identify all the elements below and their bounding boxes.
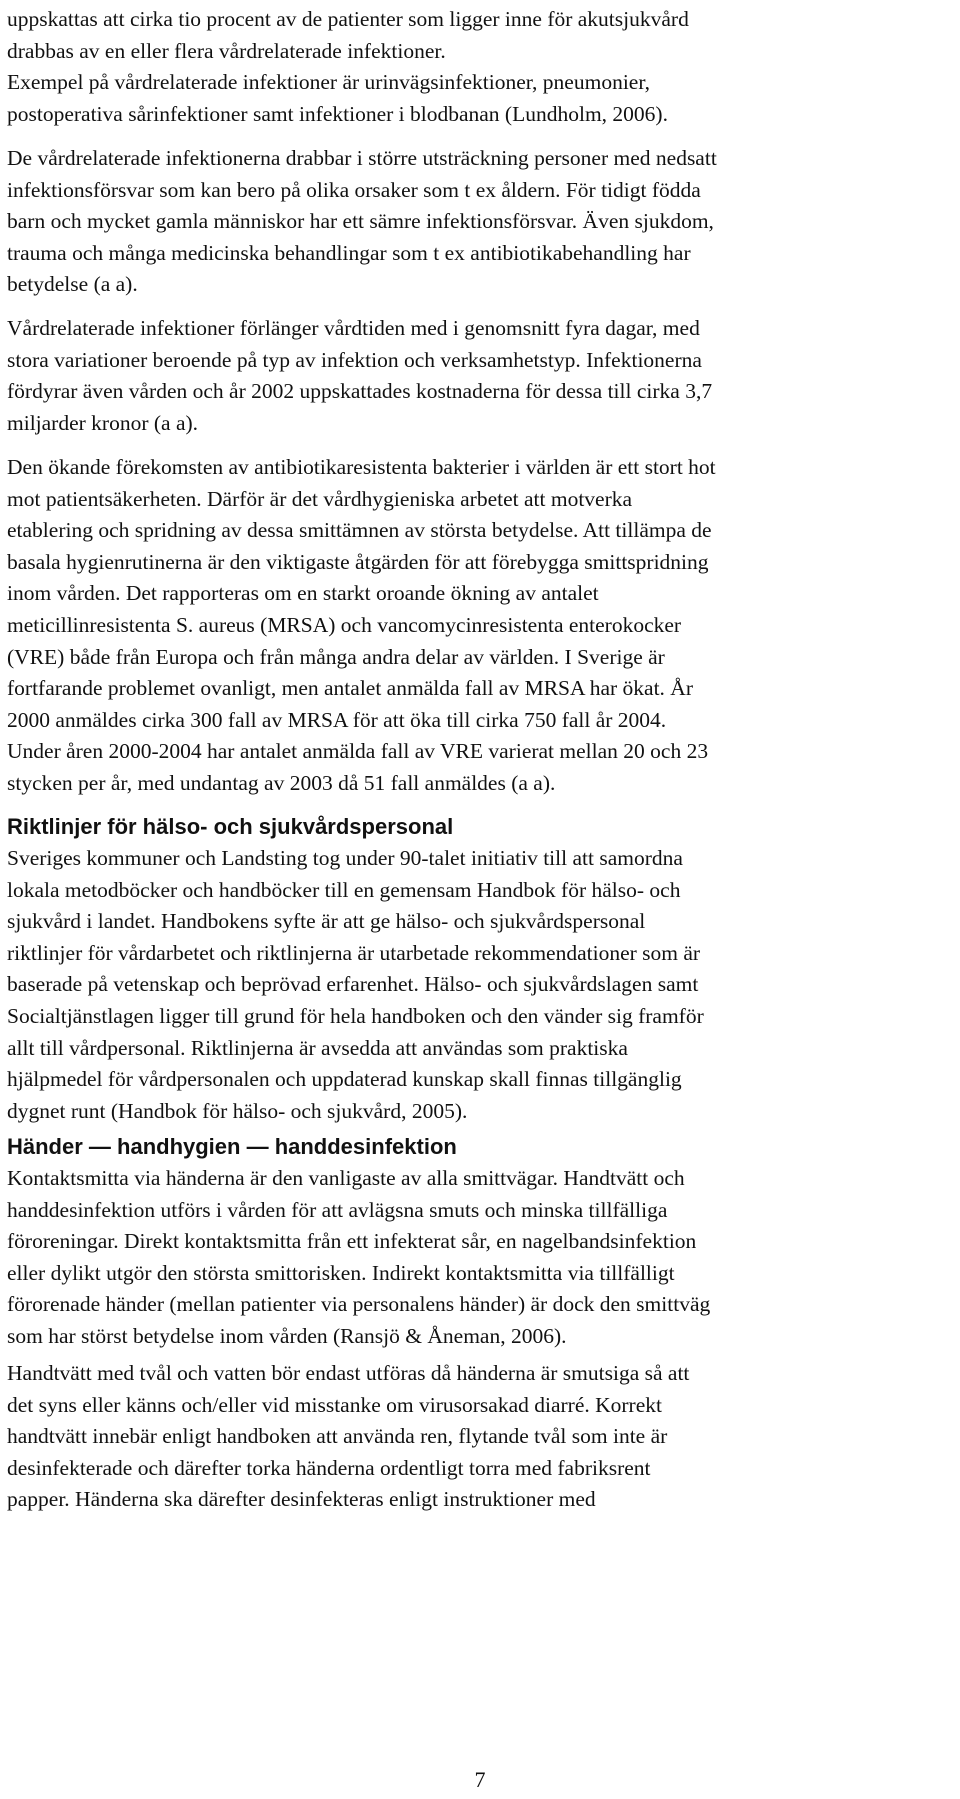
text-line: drabbas av en eller flera vårdrelaterade infektioner. xyxy=(7,38,446,63)
paragraph-7 xyxy=(7,1358,957,1516)
text-line: förorenade händer (mellan patienter via personalens händer) är dock den smittväg xyxy=(7,1292,711,1317)
text-line: Handtvätt med tvål och vatten bör endast utföras då händerna är smutsiga så att xyxy=(7,1361,690,1385)
text-line: Den ökande förekomsten av antibiotikaresistenta bakterier i världen är ett stort hot xyxy=(7,455,716,479)
text-line: handdesinfektion utförs i vården för att avlägsna smuts och minska tillfälliga xyxy=(7,1197,668,1222)
text-line: inom vården. Det rapporteras om en starkt oroande ökning av antalet xyxy=(7,581,599,606)
text-line: stycken per år, med undantag av 2003 då 51 fall anmäldes (a a). xyxy=(7,770,556,795)
text-line: baserade på vetenskap och beprövad erfarenhet. Hälso- och sjukvårdslagen samt xyxy=(7,972,699,997)
paragraph-3 xyxy=(7,313,957,439)
text-line: Vårdrelaterade infektioner förlänger vårdtiden med i genomsnitt fyra dagar, med xyxy=(7,316,700,340)
text-line: föroreningar. Direkt kontaktsmitta från ett infekterat sår, en nagelbandsinfektion xyxy=(7,1229,697,1254)
text-line: allt till vårdpersonal. Riktlinjerna är avsedda att användas som praktiska xyxy=(7,1035,628,1060)
text-line: som har störst betydelse inom vården (Ransjö & Åneman, 2006). xyxy=(7,1323,567,1348)
page-number: 7 xyxy=(474,1767,486,1792)
text-line: uppskattas att cirka tio procent av de patienter som ligger inne för akutsjukvård xyxy=(7,7,689,31)
section-heading-guidelines: Riktlinjer för hälso- och sjukvårdspersonal xyxy=(7,814,454,839)
section-heading-hand-hygiene: Händer — handhygien — handdesinfektion xyxy=(7,1134,457,1159)
text-line: etablering och spridning av dessa smittämnen av största betydelse. Att tillämpa de xyxy=(7,518,712,543)
paragraph-6 xyxy=(7,1163,957,1353)
text-line: infektionsförsvar som kan bero på olika orsaker som t ex åldern. För tidigt födda xyxy=(7,177,701,202)
text-line: stora variationer beroende på typ av infektion och verksamhetstyp. Infektionerna xyxy=(7,347,702,372)
text-line: Socialtjänstlagen ligger till grund för hela handboken och den vänder sig framför xyxy=(7,1003,704,1028)
text-line: papper. Händerna ska därefter desinfekteras enligt instruktioner med xyxy=(7,1487,596,1512)
text-line: postoperativa sårinfektioner samt infektioner i blodbanan (Lundholm, 2006). xyxy=(7,101,668,126)
text-line: hjälpmedel för vårdpersonalen och uppdaterad kunskap skall finnas tillgänglig xyxy=(7,1067,682,1092)
text-line: Under åren 2000-2004 har antalet anmälda fall av VRE varierat mellan 20 och 23 xyxy=(7,739,709,764)
text-line: det syns eller känns och/eller vid misstanke om virusorsakad diarré. Korrekt xyxy=(7,1392,662,1417)
text-line: 2000 anmäldes cirka 300 fall av MRSA för att öka till cirka 750 fall år 2004. xyxy=(7,707,667,732)
text-line: betydelse (a a). xyxy=(7,272,138,297)
paragraph-5 xyxy=(7,843,957,1127)
text-line: dygnet runt (Handbok för hälso- och sjukvård, 2005). xyxy=(7,1098,468,1123)
text-line: Exempel på vårdrelaterade infektioner är urinvägsinfektioner, pneumonier, xyxy=(7,70,651,95)
text-line: fortfarande problemet ovanligt, men antalet anmälda fall av MRSA har ökat. År xyxy=(7,676,693,701)
text-line: meticillinresistenta S. aureus (MRSA) och vancomycinresistenta enterokocker xyxy=(7,612,682,637)
text-line: handtvätt innebär enligt handboken att använda ren, flytande tvål som inte är xyxy=(7,1424,668,1449)
text-line: miljarder kronor (a a). xyxy=(7,410,199,435)
text-line: Kontaktsmitta via händerna är den vanligaste av alla smittvägar. Handtvätt och xyxy=(7,1166,685,1190)
text-line: lokala metodböcker och handböcker till en gemensam Handbok för hälso- och xyxy=(7,877,681,902)
paragraph-4 xyxy=(7,452,957,800)
text-line: barn och mycket gamla människor har ett sämre infektionsförsvar. Även sjukdom, xyxy=(7,209,714,234)
text-line: trauma och många medicinska behandlingar som t ex antibiotikabehandling har xyxy=(7,240,691,265)
text-line: mot patientsäkerheten. Därför är det vårdhygieniska arbetet att motverka xyxy=(7,486,633,511)
text-line: (VRE) både från Europa och från många andra delar av världen. I Sverige är xyxy=(7,644,665,669)
text-line: desinfekterade och därefter torka händerna ordentligt torra med fabriksrent xyxy=(7,1455,651,1480)
text-line: Sveriges kommuner och Landsting tog under 90-talet initiativ till att samordna xyxy=(7,846,683,870)
paragraph-2 xyxy=(7,143,957,301)
text-line: sjukvård i landet. Handbokens syfte är att ge hälso- och sjukvårdspersonal xyxy=(7,909,646,934)
paragraph-1 xyxy=(7,4,957,130)
text-line: eller dylikt utgör den största smittorisken. Indirekt kontaktsmitta via tillfälligt xyxy=(7,1260,675,1285)
text-line: fördyrar även vården och år 2002 uppskattades kostnaderna för dessa till cirka 3,7 xyxy=(7,379,713,404)
text-line: De vårdrelaterade infektionerna drabbar i större utsträckning personer med nedsatt xyxy=(7,146,717,170)
text-line: basala hygienrutinerna är den viktigaste åtgärden för att förebygga smittspridning xyxy=(7,549,709,574)
text-line: riktlinjer för vårdarbetet och riktlinjerna är utarbetade rekommendationer som är xyxy=(7,940,701,965)
